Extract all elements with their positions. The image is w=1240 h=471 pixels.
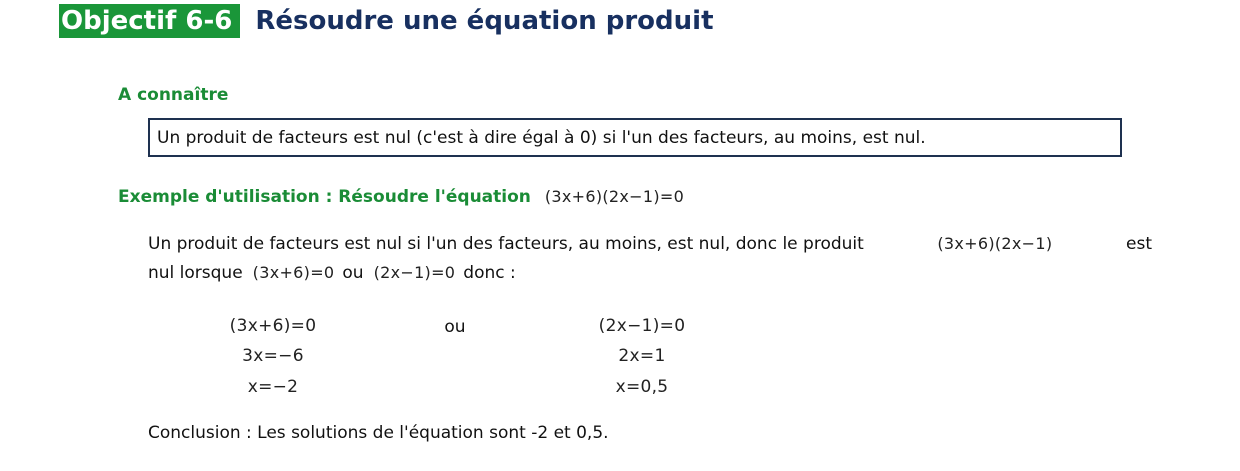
objective-badge: Objectif 6-6 (59, 4, 240, 38)
explanation-line-2-start: nul lorsque (148, 263, 243, 283)
explanation-product: (3x+6)(2x−1) (937, 234, 1053, 253)
right-step-1: (2x−1)=0 (598, 316, 686, 336)
explanation-line-1 (148, 234, 1152, 254)
explanation-factor-1: (3x+6)=0 (252, 263, 335, 282)
right-step-3: x=0,5 (615, 377, 669, 397)
page-title: Résoudre une équation produit (255, 6, 714, 36)
or-separator: ou (444, 317, 466, 337)
right-step-2: 2x=1 (618, 346, 666, 366)
explanation-line-2-end: donc : (463, 263, 516, 283)
knowledge-heading: A connaître (118, 85, 229, 105)
example-equation: (3x+6)(2x−1)=0 (544, 187, 685, 206)
conclusion: Conclusion : Les solutions de l'équation sont -2 et 0,5. (148, 423, 609, 443)
explanation-or: ou (342, 263, 364, 283)
explanation-text: Un produit de facteurs est nul si l'un des facteurs, au moins, est nul, donc le produit (148, 234, 864, 254)
objective-header (59, 4, 714, 38)
left-step-2: 3x=−6 (242, 346, 304, 366)
example-heading (118, 187, 684, 207)
example-heading-label: Exemple d'utilisation : Résoudre l'équation (118, 187, 531, 207)
left-step-3: x=−2 (247, 377, 299, 397)
explanation-line-1-end: est (1126, 234, 1152, 254)
explanation-line-2 (148, 263, 1152, 283)
rule-box: Un produit de facteurs est nul (c'est à dire égal à 0) si l'un des facteurs, au moins, est nul. (148, 118, 1122, 157)
left-step-1: (3x+6)=0 (229, 316, 317, 336)
explanation-factor-2: (2x−1)=0 (373, 263, 456, 282)
